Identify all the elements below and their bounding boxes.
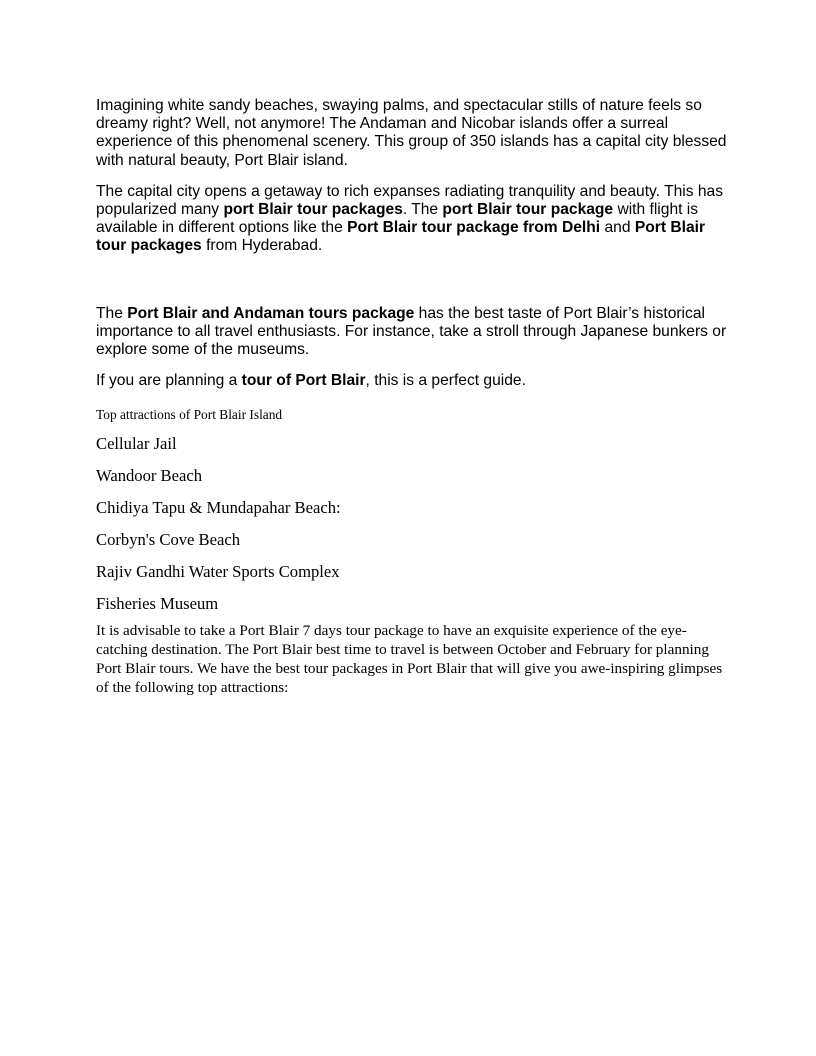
planning-paragraph <box>96 372 736 390</box>
attraction-item-chidiya-tapu: Chidiya Tapu & Mundapahar Beach: <box>96 498 341 518</box>
andaman-text-2: has the best taste of Port Blair’s historical importance to all travel enthusiasts. For instance, take a stroll through Japanese bunkers or explore some of the museums. <box>96 304 727 359</box>
tour-of-port-blair-bold: tour of Port Blair <box>241 372 366 390</box>
andaman-tours-paragraph <box>96 305 736 360</box>
capital-text-1: The capital city opens a getaway to rich expanses radiating tranquility and beauty. This has popularized many <box>96 182 724 219</box>
intro-text: Imagining white sandy beaches, swaying palms, and spectacular stills of nature feels so dreamy right? Well, not anymore! The Andaman and Nicobar islands offer a surreal experience of this phenomenal scenery. This group of 350 islands has a capital city blessed with natural beauty, Port Blair island. <box>96 97 727 169</box>
andaman-text-1: The <box>96 304 128 322</box>
port-blair-tour-package-bold: port Blair tour package <box>442 201 614 219</box>
package-from-delhi-bold: Port Blair tour package from Delhi <box>347 219 601 237</box>
attraction-item-fisheries-museum: Fisheries Museum <box>96 594 219 614</box>
capital-text-2: . The <box>402 201 443 219</box>
capital-text-5: from Hyderabad. <box>201 237 323 255</box>
attractions-list <box>96 434 736 613</box>
planning-text-2: , this is a perfect guide. <box>365 372 526 390</box>
port-blair-tour-packages-bold: port Blair tour packages <box>223 201 403 219</box>
attractions-heading: Top attractions of Port Blair Island <box>96 407 283 423</box>
capital-city-paragraph <box>96 183 736 256</box>
packages-hyderabad-bold: Port Blair tour packages <box>96 219 706 255</box>
attraction-item-wandoor-beach: Wandoor Beach <box>96 466 203 486</box>
document-page <box>96 94 736 698</box>
closing-paragraph: It is advisable to take a Port Blair 7 days tour package to have an exquisite experience of the eye-catching destination. The Port Blair best time to travel is between October and February for planning Port Blair tours. We have the best tour packages in Port Blair that will give you awe-inspiring glimpses of the following top attractions: <box>96 622 723 696</box>
capital-text-4: and <box>600 219 635 237</box>
attraction-item-water-sports: Rajiv Gandhi Water Sports Complex <box>96 562 340 582</box>
attraction-item-corbyns-cove: Corbyn's Cove Beach <box>96 530 241 550</box>
capital-text-3: with flight is available in different options like the <box>96 201 699 237</box>
attraction-item-cellular-jail: Cellular Jail <box>96 434 177 454</box>
intro-paragraph <box>96 97 736 170</box>
planning-text-1: If you are planning a <box>96 372 242 390</box>
andaman-tours-package-bold: Port Blair and Andaman tours package <box>127 304 415 322</box>
